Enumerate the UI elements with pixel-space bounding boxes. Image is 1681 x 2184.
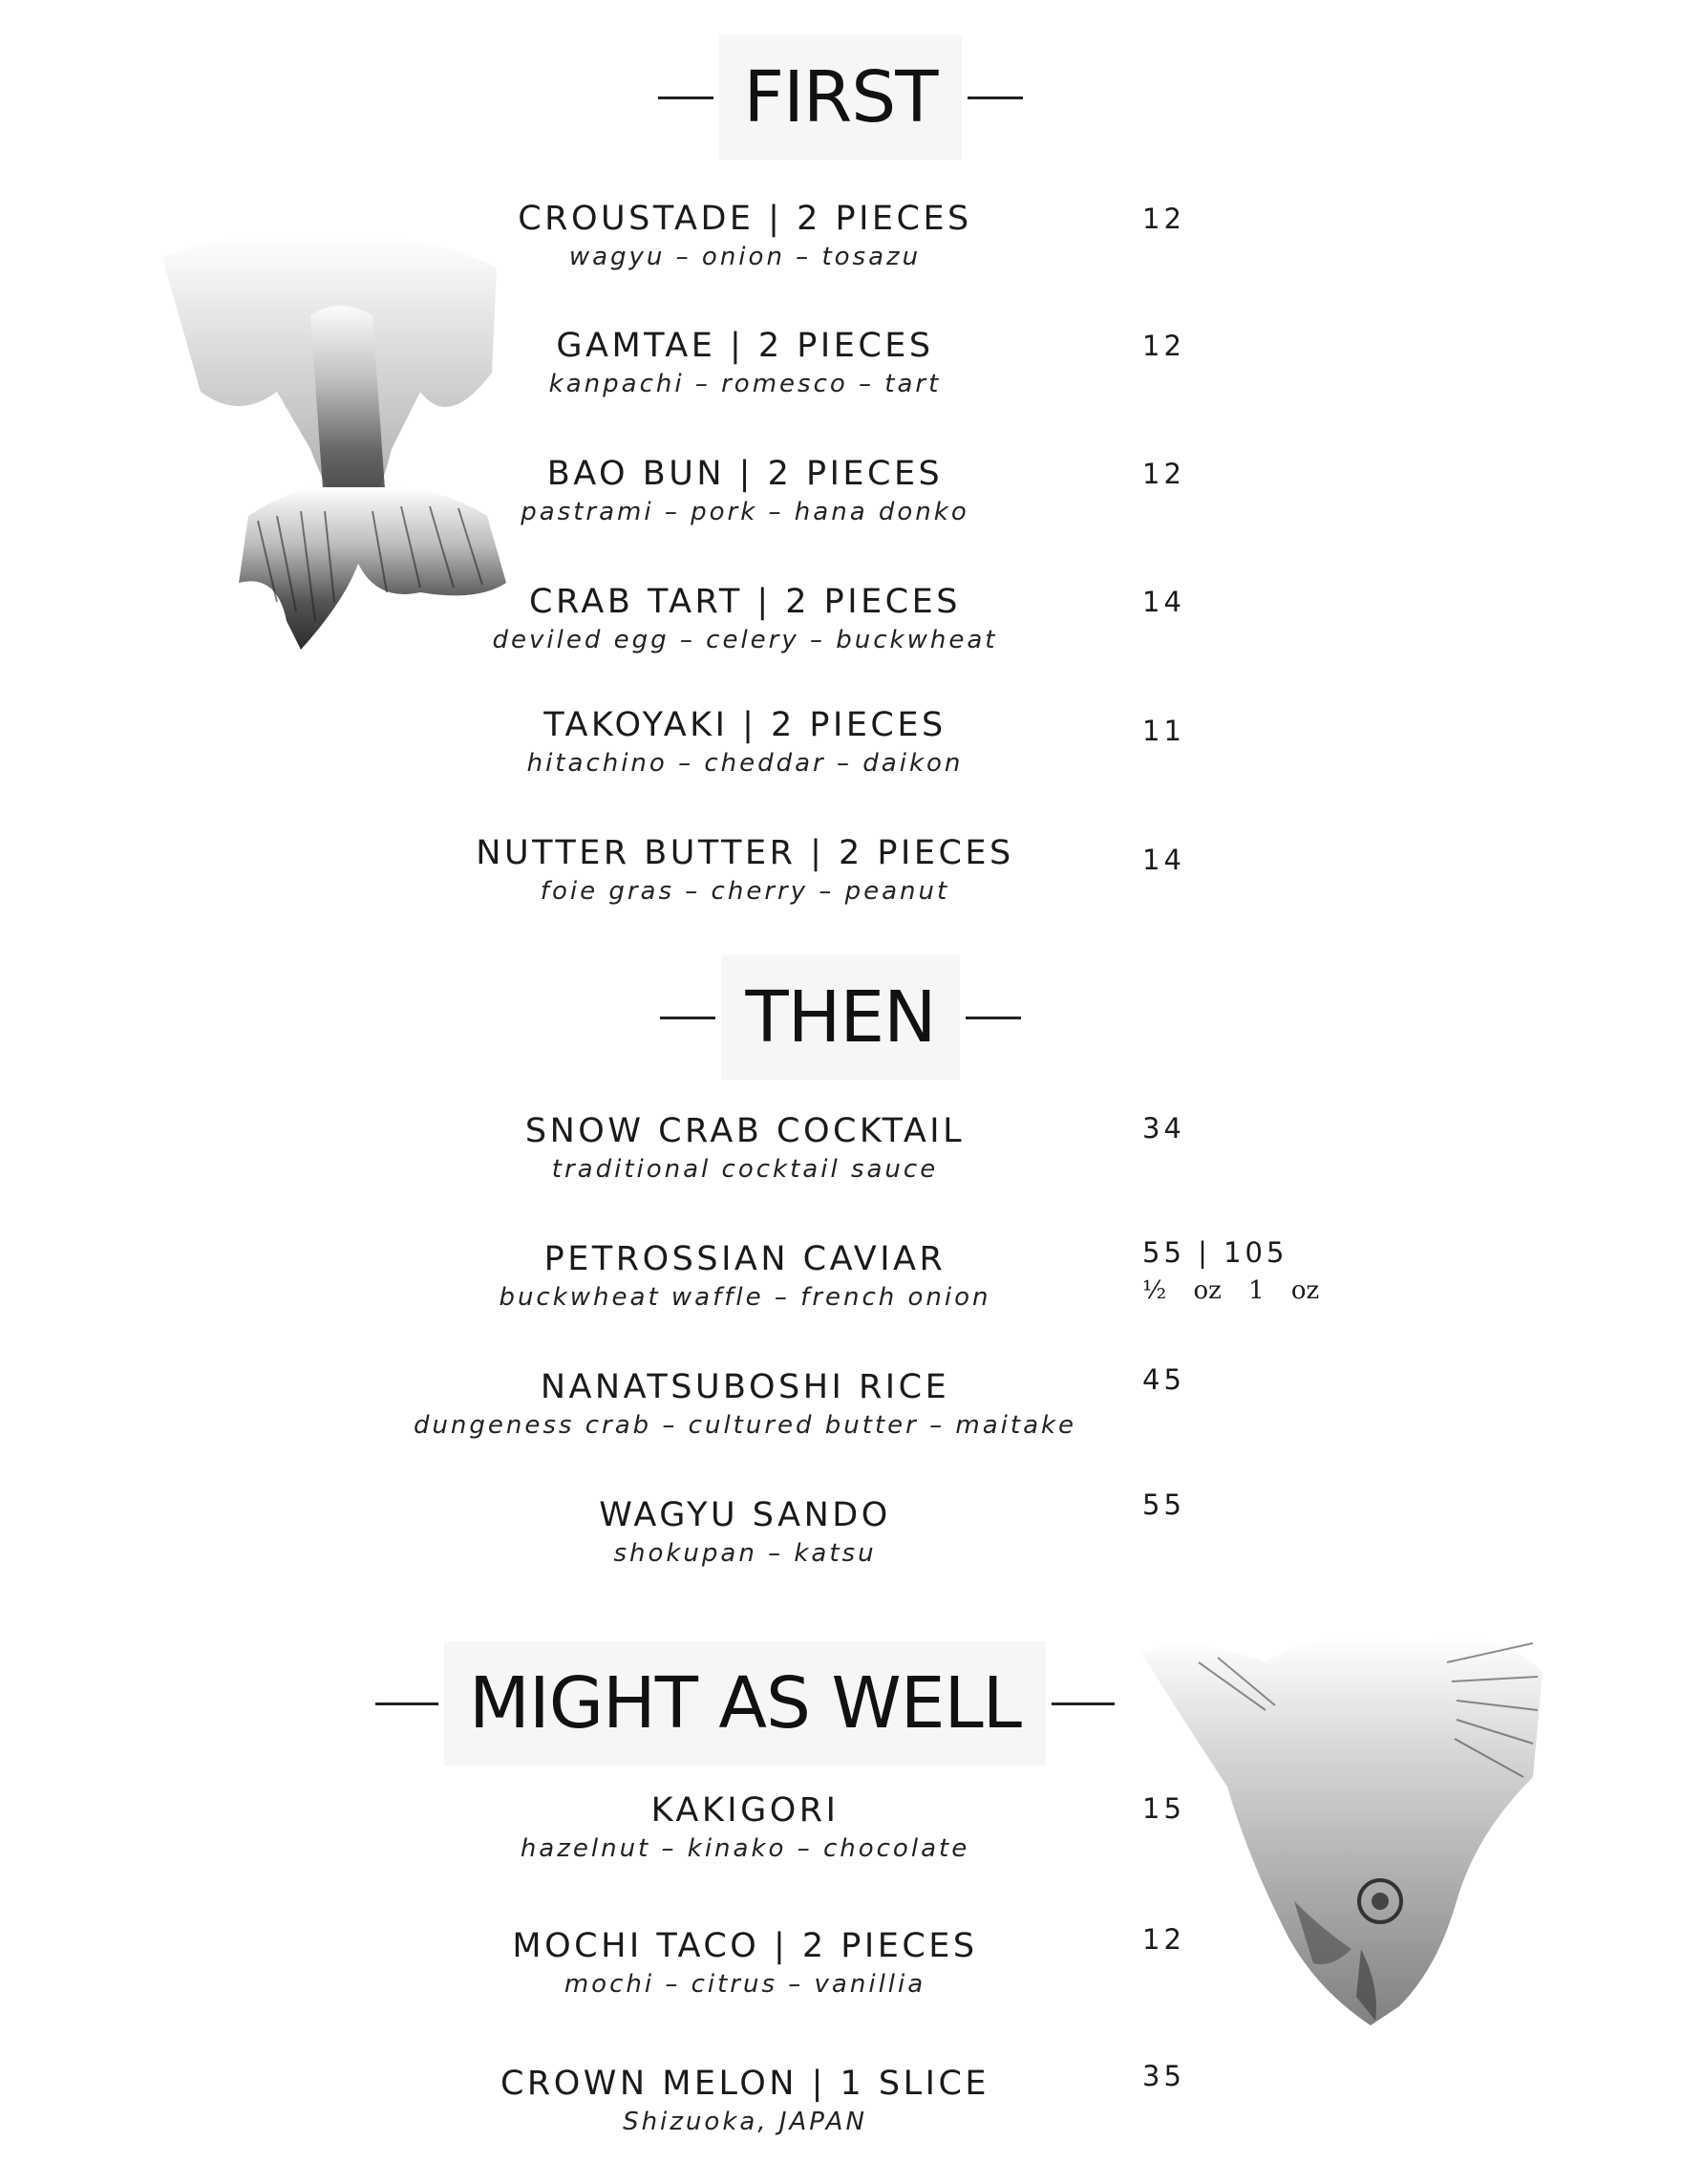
section-title: MIGHT AS WELL	[444, 1641, 1046, 1766]
menu-item	[0, 453, 1490, 529]
item-name: CROWN MELON | 1 SLICE	[500, 2065, 990, 2103]
item-name: TAKOYAKI | 2 PIECES	[543, 706, 947, 744]
item-price: 15	[1142, 1792, 1185, 1825]
menu-item	[0, 1110, 1490, 1187]
item-name: NUTTER BUTTER | 2 PIECES	[476, 834, 1014, 872]
item-name: CRAB TART | 2 PIECES	[529, 583, 961, 621]
section-title: THEN	[721, 955, 961, 1080]
item-description: mochi – citrus – vanillia	[564, 1970, 926, 1999]
item-price: 12	[1142, 203, 1185, 235]
section-then-heading	[0, 955, 1681, 1080]
item-description: foie gras – cherry – peanut	[540, 877, 950, 906]
item-description: dungeness crab – cultured butter – maitake	[413, 1411, 1077, 1440]
item-description: wagyu – onion – tosazu	[568, 243, 922, 271]
item-name: NANATSUBOSHI RICE	[540, 1368, 950, 1406]
item-name: BAO BUN | 2 PIECES	[546, 455, 944, 493]
item-price: 45	[1142, 1363, 1185, 1396]
item-description: traditional cocktail sauce	[551, 1155, 939, 1184]
menu-item	[0, 198, 1490, 274]
item-description: kanpachi – romesco – tart	[548, 370, 942, 398]
heading-dash-right	[966, 1017, 1021, 1019]
menu-item	[0, 1789, 1490, 1866]
menu-item	[0, 704, 1490, 781]
item-price: 12	[1142, 330, 1185, 362]
item-name: SNOW CRAB COCKTAIL	[524, 1112, 966, 1150]
item-price: 34	[1142, 1112, 1185, 1145]
item-name: PETROSSIAN CAVIAR	[543, 1240, 947, 1278]
item-price: 55 | 105	[1142, 1236, 1288, 1269]
item-price: 14	[1142, 844, 1185, 876]
section-title: FIRST	[719, 35, 963, 160]
menu-item	[0, 1366, 1490, 1443]
item-price: 12	[1142, 458, 1185, 490]
item-name: CROUSTADE | 2 PIECES	[518, 200, 972, 238]
item-name: MOCHI TACO | 2 PIECES	[512, 1927, 978, 1965]
item-description: hazelnut – kinako – chocolate	[520, 1834, 970, 1863]
menu-item	[0, 581, 1490, 657]
section-might-as-well-heading	[0, 1641, 1490, 1766]
heading-dash-right	[968, 96, 1023, 99]
item-price: 11	[1142, 715, 1185, 747]
item-name: GAMTAE | 2 PIECES	[556, 327, 934, 365]
section-first-heading	[0, 35, 1681, 160]
heading-dash-left	[658, 96, 713, 99]
item-price: 14	[1142, 586, 1185, 618]
menu-item	[0, 325, 1490, 401]
item-price: 12	[1142, 1923, 1185, 1956]
heading-dash-right	[1052, 1702, 1115, 1705]
item-description: Shizuoka, JAPAN	[623, 2108, 867, 2136]
item-price-portions: ½ oz 1 oz	[1142, 1276, 1320, 1305]
item-price: 55	[1142, 1488, 1185, 1521]
item-name: WAGYU SANDO	[599, 1496, 891, 1534]
item-description: deviled egg – celery – buckwheat	[492, 626, 998, 654]
item-description: shokupan – katsu	[613, 1539, 877, 1568]
heading-dash-left	[375, 1702, 438, 1705]
item-description: buckwheat waffle – french onion	[499, 1283, 991, 1312]
menu-item	[0, 2063, 1490, 2139]
item-name: KAKIGORI	[650, 1791, 840, 1830]
heading-dash-left	[660, 1017, 715, 1019]
menu-item	[0, 1925, 1490, 2002]
item-description: hitachino – cheddar – daikon	[526, 749, 964, 778]
menu-item	[0, 832, 1490, 909]
item-price: 35	[1142, 2060, 1185, 2092]
item-description: pastrami – pork – hana donko	[521, 498, 969, 526]
menu-item	[0, 1494, 1490, 1571]
